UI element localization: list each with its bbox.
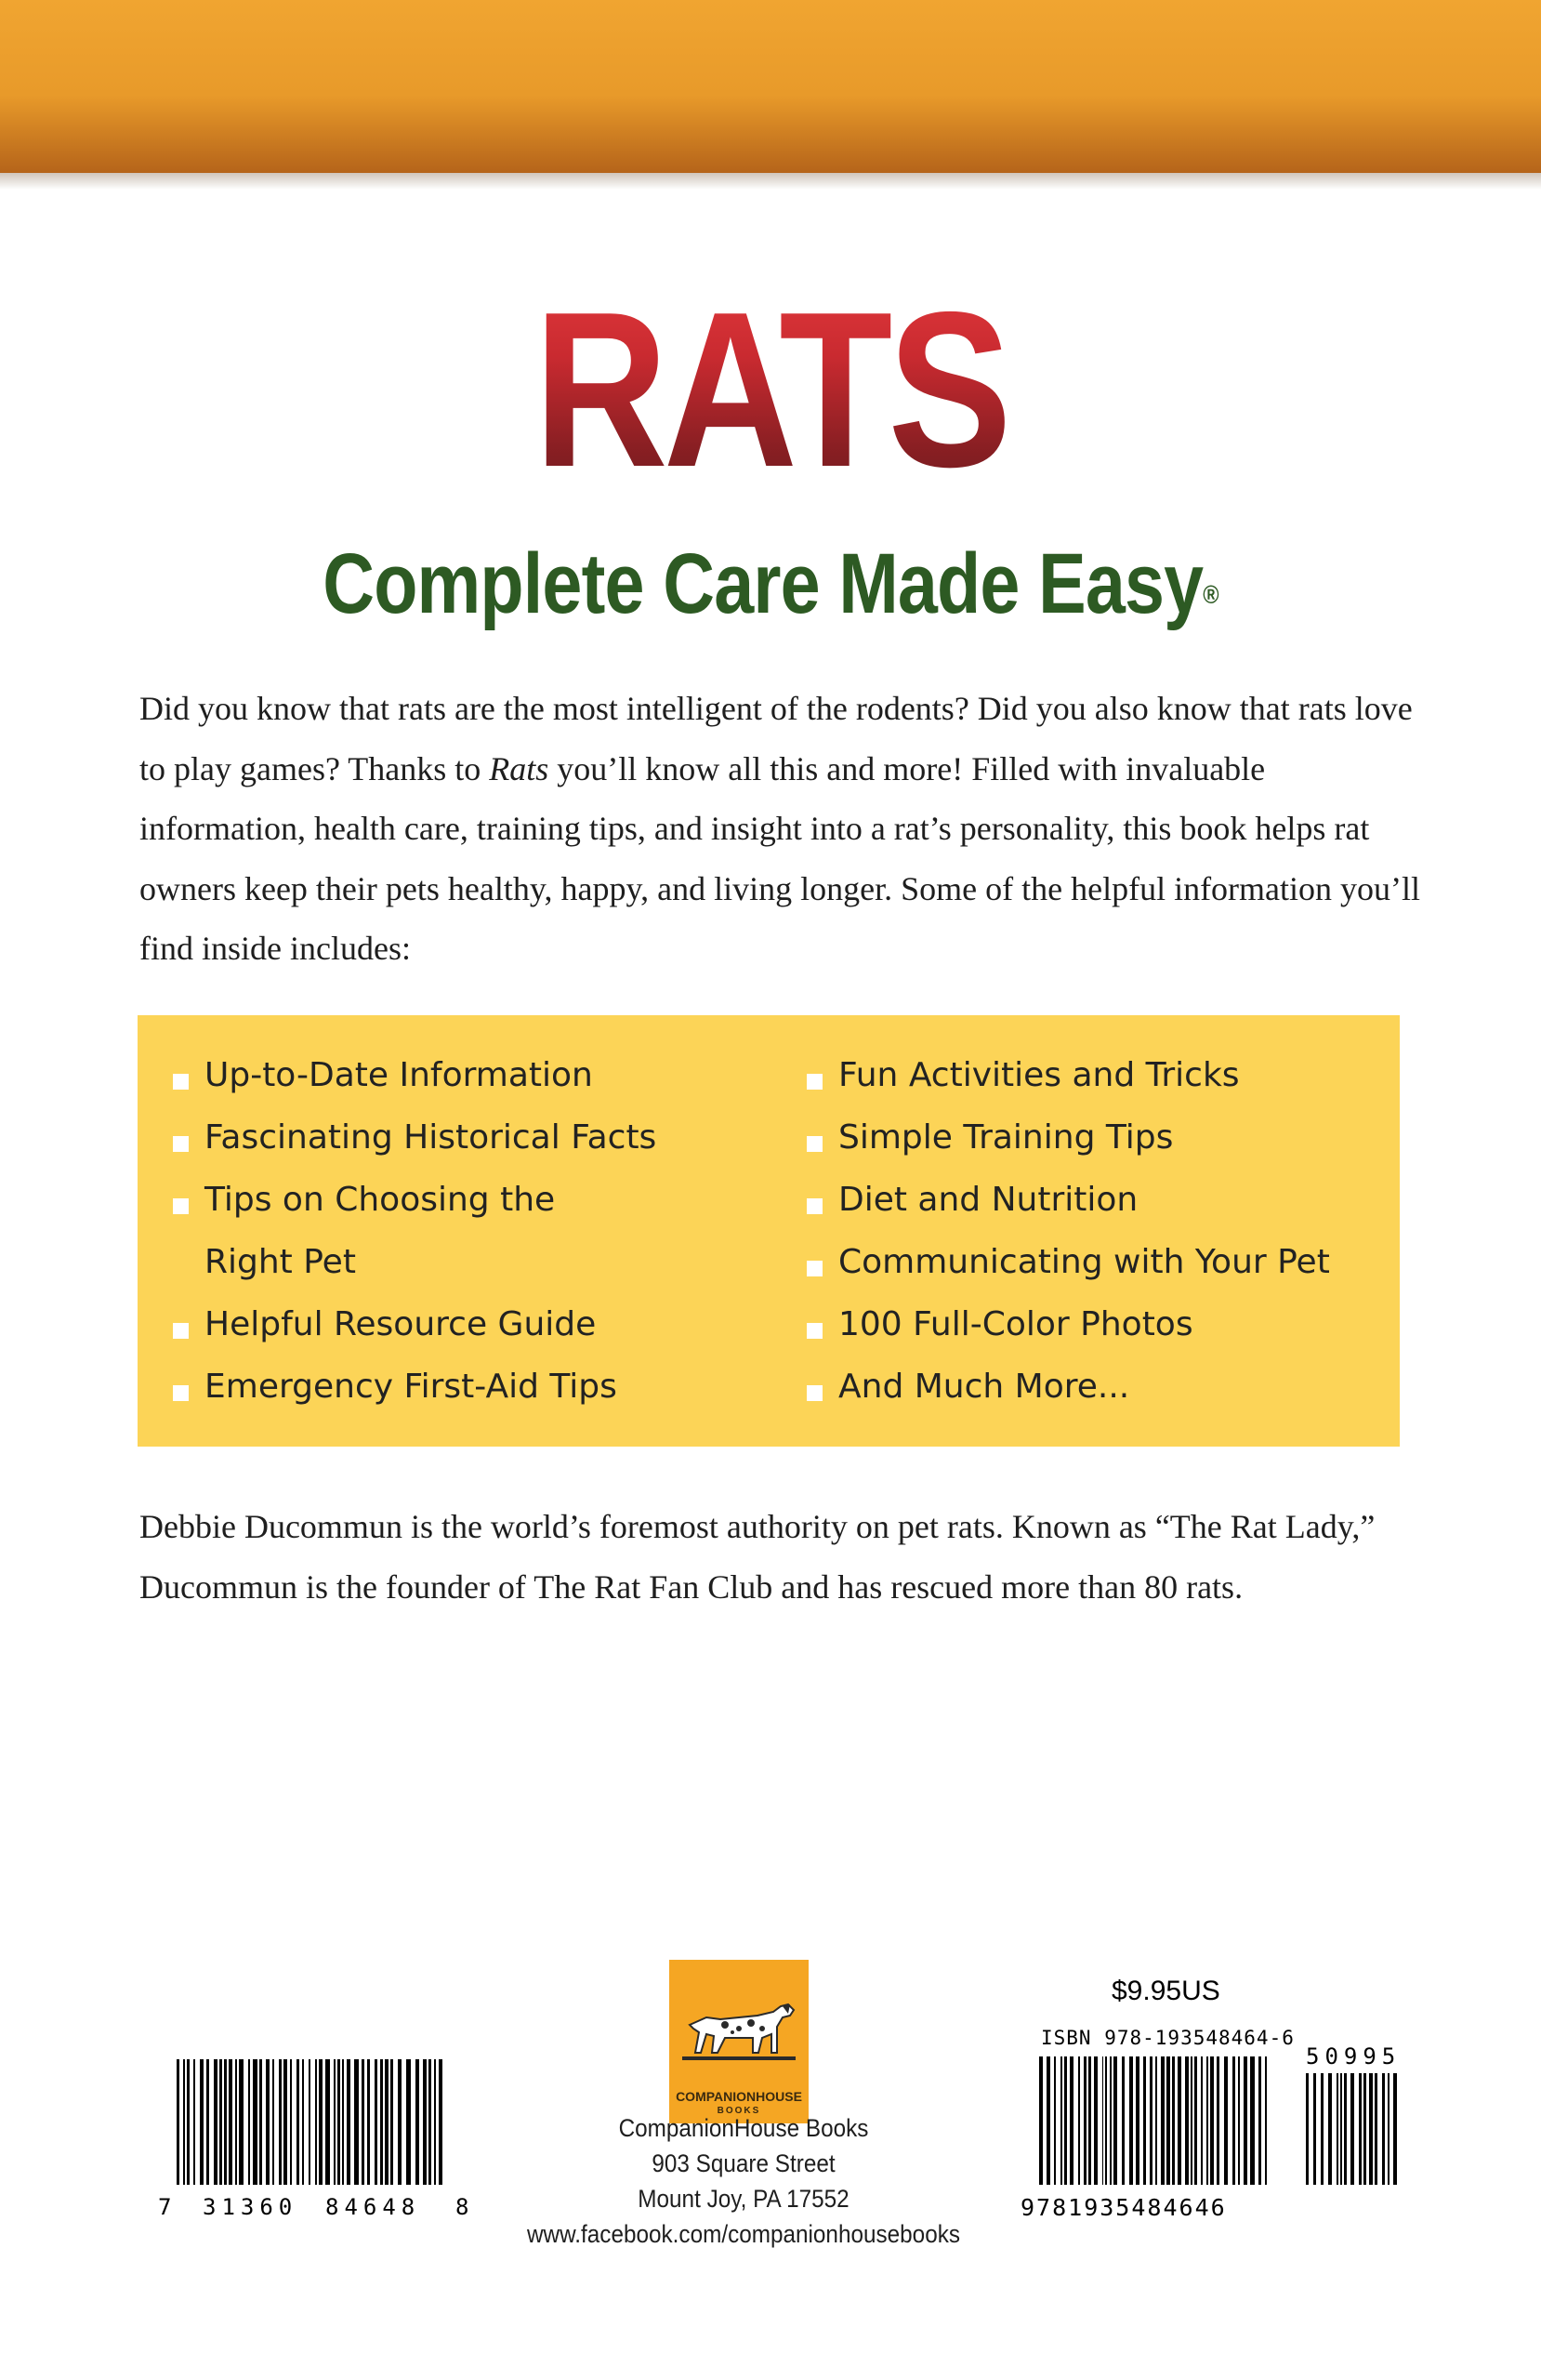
- feature-label-continued: Right Pet: [204, 1243, 356, 1281]
- logo-sub: BOOKS: [717, 2106, 761, 2116]
- barcode-bar: [1206, 2056, 1208, 2185]
- barcode-bar: [1094, 2056, 1098, 2185]
- barcode-bar: [1136, 2056, 1139, 2185]
- barcode-bar: [200, 2059, 204, 2185]
- square-bullet-icon: [173, 1074, 189, 1090]
- barcode-bar: [296, 2059, 299, 2185]
- square-bullet-icon: [807, 1385, 823, 1401]
- barcode-bar: [1217, 2056, 1220, 2185]
- publisher-address: [493, 2110, 994, 2252]
- barcode-bar: [253, 2059, 257, 2185]
- top-band-shadow: [0, 173, 1541, 190]
- barcode-bar: [1047, 2056, 1050, 2185]
- barcode-bar: [309, 2059, 310, 2185]
- barcode-bar: [290, 2059, 292, 2185]
- barcode-bar: [235, 2059, 237, 2185]
- logo-name: COMPANIONHOUSE: [676, 2089, 802, 2104]
- feature-item: [167, 1106, 656, 1169]
- feature-label: 100 Full-Color Photos: [838, 1305, 1193, 1343]
- barcode-bar: [1344, 2073, 1347, 2185]
- book-subtitle: [124, 537, 1418, 630]
- barcode-bar: [1178, 2056, 1181, 2185]
- barcode-bar: [423, 2059, 427, 2185]
- barcode-bar: [385, 2059, 389, 2185]
- barcode-bar: [1306, 2073, 1309, 2185]
- book-title: RATS: [124, 279, 1418, 502]
- barcode-bar: [428, 2059, 431, 2185]
- barcode-bar: [367, 2059, 370, 2185]
- barcode-bar: [1224, 2056, 1228, 2185]
- barcode-bar: [1321, 2073, 1324, 2185]
- barcode-bar: [337, 2059, 340, 2185]
- upc-last-digit: 8: [455, 2194, 469, 2220]
- barcode-bar: [398, 2059, 402, 2185]
- publisher-name: CompanionHouse Books: [618, 2114, 869, 2142]
- publisher-city: Mount Joy, PA 17552: [638, 2185, 850, 2213]
- feature-item: [167, 1355, 656, 1418]
- barcode-bar: [334, 2059, 336, 2185]
- barcode-bar: [1161, 2056, 1165, 2185]
- intro-part2: you’ll know all this and more! Filled with invaluable information, health care, training tips, and insight into a rat’s personality, this book helps rat owners keep their pets healthy, happy, and living longer. Some of the helpful information you’ll find inside includes:: [139, 749, 1421, 967]
- barcode-bar: [1201, 2056, 1203, 2185]
- barcode-bar: [1258, 2056, 1262, 2185]
- publisher-web: www.facebook.com/companionhousebooks: [526, 2220, 961, 2248]
- barcode-bar: [1039, 2056, 1043, 2185]
- feature-item: [801, 1169, 1330, 1231]
- square-bullet-icon: [173, 1198, 189, 1214]
- top-orange-band: [0, 0, 1541, 173]
- barcode-bar: [325, 2059, 330, 2185]
- barcode-bar: [177, 2059, 179, 2185]
- barcode-bar: [1122, 2056, 1125, 2185]
- feature-item: [167, 1293, 656, 1355]
- barcode-bar: [1143, 2056, 1147, 2185]
- barcode-bar: [259, 2059, 262, 2185]
- companionhouse-logo: [669, 1960, 809, 2123]
- isbn-digits: 9781935484646: [1021, 2194, 1227, 2221]
- addon-digits: 50995: [1306, 2043, 1402, 2069]
- price-addon-barcode: [1306, 2073, 1399, 2185]
- registered-mark: ®: [1203, 580, 1218, 609]
- barcode-bar: [1250, 2056, 1254, 2185]
- barcode-bar: [1265, 2056, 1267, 2185]
- barcode-bar: [283, 2059, 287, 2185]
- barcode-bar: [1194, 2056, 1198, 2185]
- pointer-dog-icon: [669, 1960, 809, 2090]
- square-bullet-icon: [173, 1323, 189, 1339]
- barcode-bar: [354, 2059, 359, 2185]
- barcode-bar: [193, 2059, 195, 2185]
- barcode-bar: [1191, 2056, 1192, 2185]
- barcode-bar: [439, 2059, 442, 2185]
- intro-paragraph: [139, 679, 1431, 979]
- barcode-bar: [272, 2059, 274, 2185]
- barcode-bar: [1238, 2056, 1241, 2185]
- square-bullet-icon: [807, 1074, 823, 1090]
- barcode-bar: [1244, 2056, 1247, 2185]
- upc-group1: 31360: [203, 2194, 298, 2220]
- feature-item: [801, 1355, 1330, 1418]
- barcode-bar: [415, 2059, 419, 2185]
- barcode-bar: [1054, 2056, 1056, 2185]
- barcode-bar: [347, 2059, 350, 2185]
- barcode-bar: [214, 2059, 217, 2185]
- barcode-bar: [1155, 2056, 1157, 2185]
- barcode-bar: [302, 2059, 304, 2185]
- barcode-bar: [1084, 2056, 1087, 2185]
- barcode-bar: [224, 2059, 228, 2185]
- barcode-bar: [342, 2059, 344, 2185]
- barcode-bar: [375, 2059, 377, 2185]
- price-label: $9.95US: [1112, 1976, 1220, 2006]
- barcode-bar: [380, 2059, 383, 2185]
- barcode-bar: [1363, 2073, 1366, 2185]
- barcode-bar: [1110, 2056, 1112, 2185]
- barcode-bar: [1088, 2056, 1091, 2185]
- barcode-bar: [1150, 2056, 1152, 2185]
- feature-item: [167, 1169, 656, 1293]
- barcode-bar: [315, 2059, 318, 2185]
- barcode-bar: [1350, 2073, 1355, 2185]
- square-bullet-icon: [807, 1323, 823, 1339]
- feature-item: [801, 1044, 1330, 1106]
- barcode-bar: [266, 2059, 270, 2185]
- barcode-bar: [1172, 2056, 1175, 2185]
- feature-label: Helpful Resource Guide: [204, 1305, 597, 1343]
- square-bullet-icon: [173, 1385, 189, 1401]
- barcode-bar: [1393, 2073, 1397, 2185]
- barcode-bar: [1102, 2056, 1104, 2185]
- isbn-barcode: [1039, 2056, 1270, 2185]
- barcode-bar: [1078, 2056, 1080, 2185]
- barcode-bar: [1113, 2056, 1117, 2185]
- feature-label: And Much More...: [838, 1368, 1130, 1406]
- square-bullet-icon: [807, 1261, 823, 1276]
- feature-label: Simple Training Tips: [838, 1118, 1174, 1157]
- square-bullet-icon: [807, 1198, 823, 1214]
- feature-label: Tips on Choosing the: [204, 1181, 556, 1219]
- feature-list-right: [801, 1044, 1330, 1418]
- feature-label: Up-to-Date Information: [204, 1056, 593, 1094]
- feature-list-left: [167, 1044, 656, 1418]
- barcode-bar: [1060, 2056, 1063, 2185]
- barcode-bar: [1210, 2056, 1214, 2185]
- barcode-bar: [219, 2059, 222, 2185]
- barcode-bar: [1359, 2073, 1362, 2185]
- isbn-label: ISBN 978-193548464-6: [1041, 2027, 1295, 2049]
- feature-item: [167, 1044, 656, 1106]
- barcode-bar: [1070, 2056, 1073, 2185]
- barcode-bar: [206, 2059, 209, 2185]
- barcode-bar: [1369, 2073, 1374, 2185]
- barcode-bar: [229, 2059, 232, 2185]
- subtitle-text: Complete Care Made Easy: [323, 536, 1204, 631]
- barcode-bar: [362, 2059, 364, 2185]
- barcode-bar: [1129, 2056, 1133, 2185]
- feature-label: Emergency First-Aid Tips: [204, 1368, 617, 1406]
- barcode-bar: [1313, 2073, 1317, 2185]
- square-bullet-icon: [173, 1136, 189, 1152]
- publisher-street: 903 Square Street: [652, 2149, 836, 2177]
- feature-item: [801, 1293, 1330, 1355]
- square-bullet-icon: [807, 1136, 823, 1152]
- barcode-bar: [319, 2059, 323, 2185]
- barcode-bar: [187, 2059, 190, 2185]
- upc-barcode: [177, 2059, 446, 2185]
- intro-title-italic: Rats: [489, 749, 549, 787]
- barcode-bar: [1166, 2056, 1170, 2185]
- barcode-bar: [1185, 2056, 1189, 2185]
- barcode-bar: [183, 2059, 185, 2185]
- barcode-bar: [239, 2059, 244, 2185]
- barcode-bar: [1064, 2056, 1067, 2185]
- feature-label: Fun Activities and Tricks: [838, 1056, 1240, 1094]
- barcode-bar: [279, 2059, 282, 2185]
- barcode-bar: [434, 2059, 436, 2185]
- barcode-bar: [1105, 2056, 1107, 2185]
- barcode-bar: [406, 2059, 411, 2185]
- barcode-bar: [1375, 2073, 1377, 2185]
- feature-label: Diet and Nutrition: [838, 1181, 1139, 1219]
- barcode-bar: [1382, 2073, 1385, 2185]
- barcode-bar: [1388, 2073, 1390, 2185]
- feature-item: [801, 1106, 1330, 1169]
- feature-label: Fascinating Historical Facts: [204, 1118, 657, 1157]
- barcode-bar: [1328, 2073, 1332, 2185]
- upc-group2: 84648: [325, 2194, 421, 2220]
- barcode-bar: [1337, 2073, 1339, 2185]
- barcode-bar: [1340, 2073, 1342, 2185]
- feature-item: [801, 1231, 1330, 1293]
- intro-part1: Did you know that rats are the most intelligent of the rodents? Did you also know that rats love to play games? Thanks to: [139, 690, 1413, 787]
- upc-first-digit: 7: [158, 2194, 172, 2220]
- barcode-bar: [248, 2059, 250, 2185]
- barcode-bar: [390, 2059, 393, 2185]
- barcode-bar: [1232, 2056, 1235, 2185]
- author-bio: Debbie Ducommun is the world’s foremost authority on pet rats. Known as “The Rat Lady,” Ducommun is the founder of The Rat Fan Club and has rescued more than 80 rats.: [139, 1508, 1376, 1606]
- feature-label: Communicating with Your Pet: [838, 1243, 1330, 1281]
